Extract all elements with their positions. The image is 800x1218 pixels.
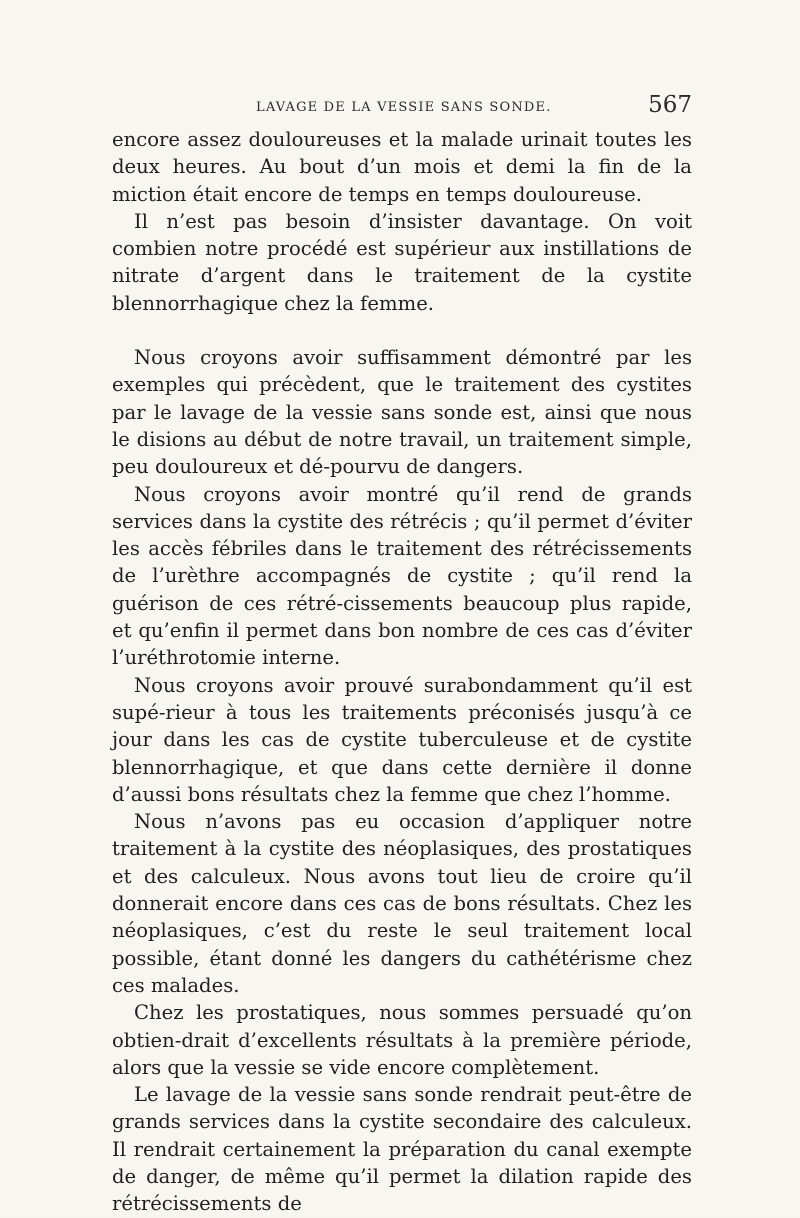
- paragraph-insist: Il n’est pas besoin d’insister davantage. On voit combien notre procédé est supérieur aux instillations de nitrate d’argent dans le traitement de la cystite blennorrhagique chez la femme.: [112, 209, 692, 315]
- paragraph-prostatics: Chez les prostatiques, nous sommes persuadé qu’on obtien-drait d’excellents résultats à la première période, alors que la vessie se vide encore complètement.: [112, 1001, 692, 1079]
- running-title: LAVAGE DE LA VESSIE SANS SONDE.: [256, 100, 552, 115]
- body-text: [112, 126, 692, 1218]
- paragraph-demonstrated: Nous croyons avoir suffisamment démontré par les exemples qui précèdent, que le traitement des cystites par le lavage de la vessie sans sonde est, ainsi que nous le disions au début de notre travail, un traitement simple, peu douloureux et dé-pourvu de dangers.: [112, 346, 692, 479]
- paragraph-calculous: Le lavage de la vessie sans sonde rendrait peut-être de grands services dans la cystite secondaire des calculeux. Il rendrait certainement la préparation du canal exempte de danger, de même qu’il permet la dilation rapide des rétrécissements de: [112, 1083, 692, 1216]
- paragraph-services: Nous croyons avoir montré qu’il rend de grands services dans la cystite des rétrécis ; qu’il permet d’éviter les accès fébriles dans le traitement des rétrécissements de l’urèthre accompagnés de cystite ; qu’il rend la guérison de ces rétré-cissements beaucoup plus rapide, et qu’enfin il permet dans bon nombre de ces cas d’éviter l’uréthrotomie interne.: [112, 482, 692, 670]
- paragraph-continuation: encore assez douloureuses et la malade urinait toutes les deux heures. Au bout d’un mois et demi la fin de la miction était encore de temps en temps douloureuse.: [112, 128, 692, 206]
- paragraph-superior: Nous croyons avoir prouvé surabondamment qu’il est supé-rieur à tous les traitements préconisés jusqu’à ce jour dans les cas de cystite tuberculeuse et de cystite blennorrhagique, et que dans cette dernière il donne d’aussi bons résultats chez la femme que chez l’homme.: [112, 673, 692, 806]
- paragraph-gap: [112, 317, 692, 344]
- paragraph-opportunity: Nous n’avons pas eu occasion d’appliquer notre traitement à la cystite des néoplasiques, des prostatiques et des calculeux. Nous avons tout lieu de croire qu’il donnerait encore dans ces cas de bons résultats. Chez les néoplasiques, c’est du reste le seul traitement local possible, étant donné les dangers du cathétérisme chez ces malades.: [112, 810, 692, 997]
- page-number: 567: [648, 92, 692, 118]
- page-header: [112, 92, 692, 122]
